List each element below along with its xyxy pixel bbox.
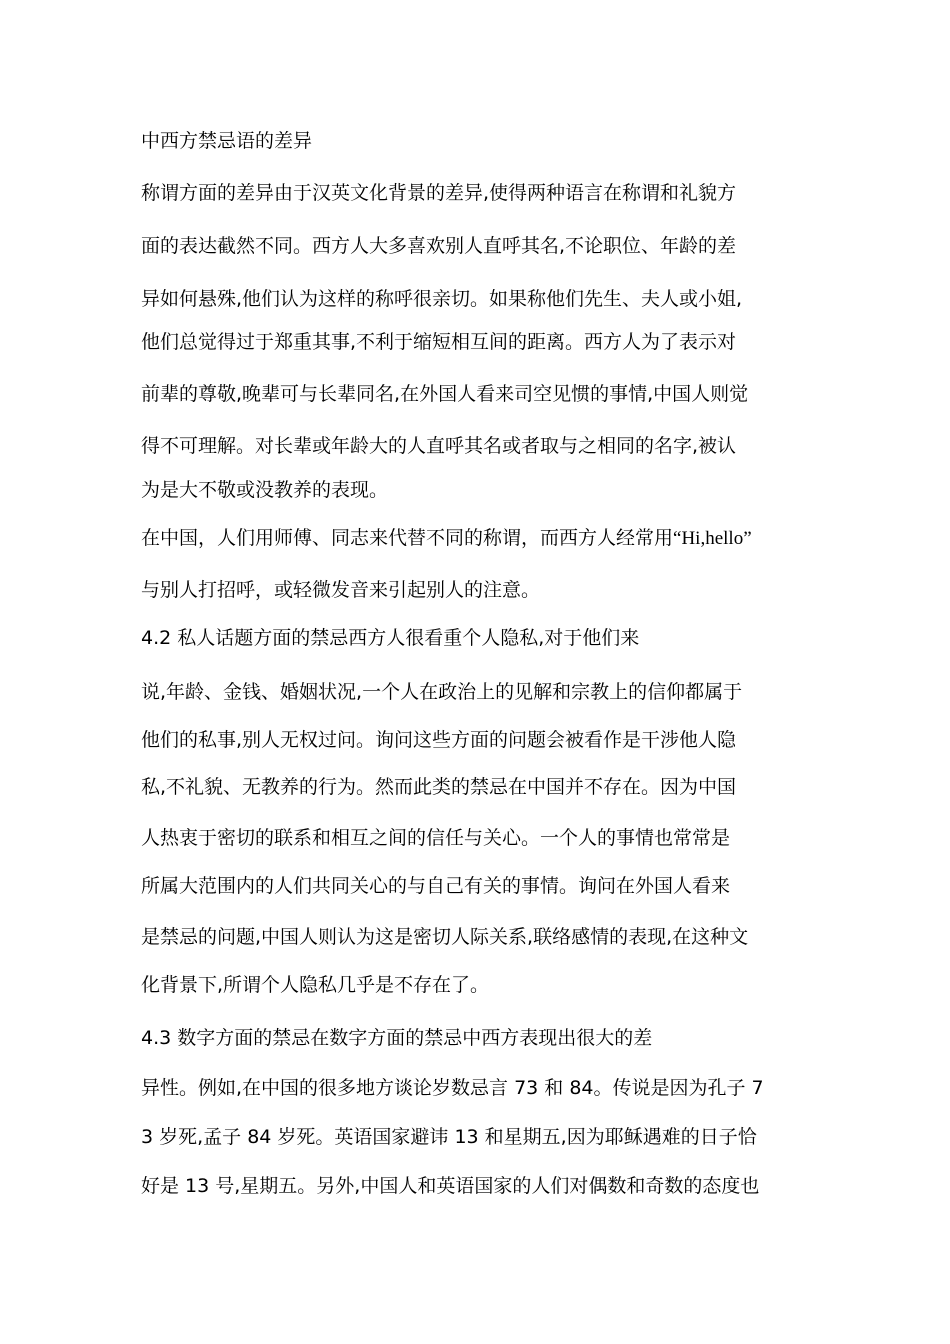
paragraph-line: 他们的私事,别人无权过问。询问这些方面的问题会被看作是干涉他人隐 — [141, 729, 737, 751]
quoted-greeting: “Hi,hello” — [673, 528, 752, 549]
paragraph-line: 与别人打招呼，或轻微发音来引起别人的注意。 — [141, 579, 541, 601]
paragraph-line: 得不可理解。对长辈或年龄大的人直呼其名或者取与之相同的名字,被认 — [141, 435, 737, 457]
section-heading-4-3: 4.3 数字方面的禁忌在数字方面的禁忌中西方表现出很大的差 — [141, 1027, 653, 1049]
paragraph-line: 为是大不敬或没教养的表现。 — [141, 479, 389, 501]
document-title: 中西方禁忌语的差异 — [141, 130, 313, 152]
paragraph-line: 异如何悬殊,他们认为这样的称呼很亲切。如果称他们先生、夫人或小姐, — [141, 288, 743, 310]
paragraph-line: 好是 13 号,星期五。另外,中国人和英语国家的人们对偶数和奇数的态度也 — [141, 1175, 760, 1197]
paragraph-line: 3 岁死,孟子 84 岁死。英语国家避讳 13 和星期五,因为耶稣遇难的日子恰 — [141, 1126, 757, 1148]
paragraph-line: 他们总觉得过于郑重其事,不利于缩短相互间的距离。西方人为了表示对 — [141, 331, 737, 353]
paragraph-line: 是禁忌的问题,中国人则认为这是密切人际关系,联络感情的表现,在这种文 — [141, 926, 749, 948]
paragraph-line: 人热衷于密切的联系和相互之间的信任与关心。一个人的事情也常常是 — [141, 827, 731, 849]
paragraph-line: 化背景下,所谓个人隐私几乎是不存在了。 — [141, 974, 490, 996]
paragraph-line — [141, 526, 752, 551]
paragraph-line: 所属大范围内的人们共同关心的与自己有关的事情。询问在外国人看来 — [141, 875, 731, 897]
paragraph-text: 在中国，人们用师傅、同志来代替不同的称谓，而西方人经常用 — [141, 527, 674, 549]
paragraph-line: 前辈的尊敬,晚辈可与长辈同名,在外国人看来司空见惯的事情,中国人则觉 — [141, 383, 749, 405]
paragraph-line: 说,年龄、金钱、婚姻状况,一个人在政治上的见解和宗教上的信仰都属于 — [141, 681, 743, 703]
section-heading-4-2: 4.2 私人话题方面的禁忌西方人很看重个人隐私,对于他们来 — [141, 627, 640, 649]
paragraph-line: 面的表达截然不同。西方人大多喜欢别人直呼其名,不论职位、年龄的差 — [141, 235, 737, 257]
paragraph-line: 私,不礼貌、无教养的行为。然而此类的禁忌在中国并不存在。因为中国 — [141, 776, 737, 798]
paragraph-line: 异性。例如,在中国的很多地方谈论岁数忌言 73 和 84。传说是因为孔子 7 — [141, 1077, 764, 1099]
paragraph-line: 称谓方面的差异由于汉英文化背景的差异,使得两种语言在称谓和礼貌方 — [141, 182, 737, 204]
